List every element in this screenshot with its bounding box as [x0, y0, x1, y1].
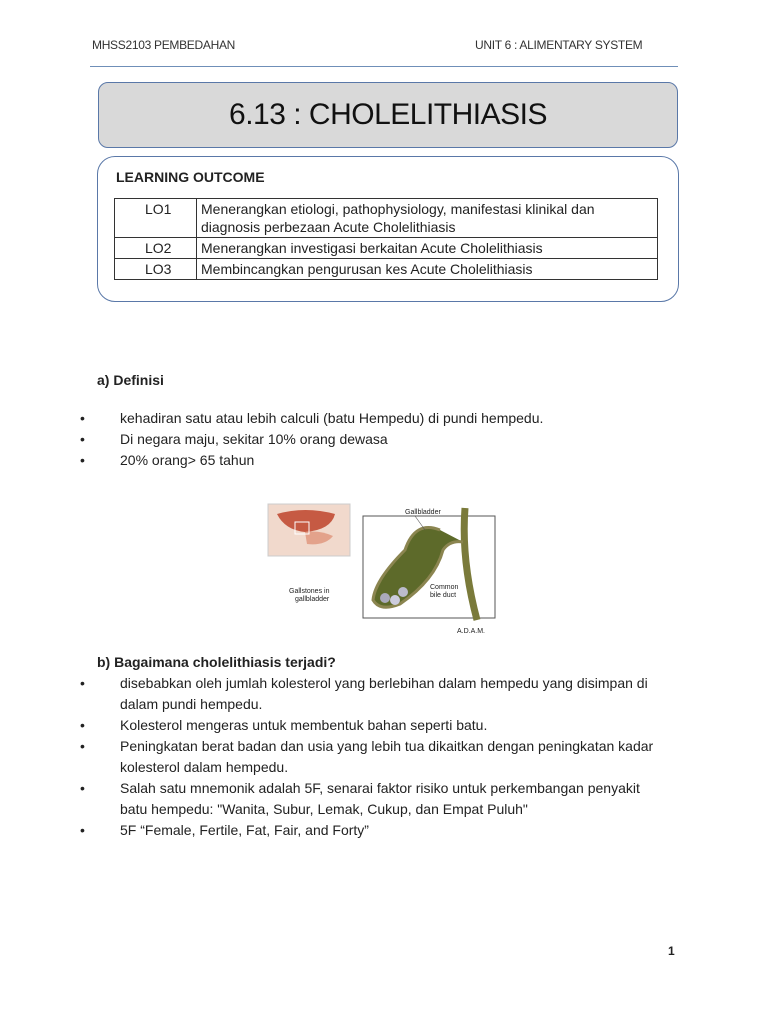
- lo-code: LO3: [115, 259, 197, 280]
- list-item: • Kolesterol mengeras untuk membentuk bahan seperti batu.: [97, 715, 657, 736]
- table-row: [115, 199, 658, 238]
- header-divider: [90, 66, 678, 67]
- list-item: • 5F “Female, Fertile, Fat, Fair, and Forty”: [97, 820, 657, 841]
- lo-text: Membincangkan pengurusan kes Acute Cholelithiasis: [197, 259, 658, 280]
- learning-outcome-heading: LEARNING OUTCOME: [116, 169, 265, 185]
- lo-code: LO1: [115, 199, 197, 238]
- lo-code: LO2: [115, 238, 197, 259]
- section-a-list: [97, 408, 657, 471]
- page-number: 1: [668, 944, 675, 958]
- header-course: MHSS2103 PEMBEDAHAN: [92, 38, 236, 52]
- label-gallstones: gallbladder: [295, 596, 330, 603]
- page-title: 6.13 : CHOLELITHIASIS: [98, 82, 678, 148]
- list-item: • disebabkan oleh jumlah kolesterol yang berlebihan dalam hempedu yang disimpan di dalam pundi hempedu.: [97, 673, 657, 715]
- learning-outcome-box: [97, 156, 679, 302]
- table-row: [115, 238, 658, 259]
- lo-text: Menerangkan investigasi berkaitan Acute Cholelithiasis: [197, 238, 658, 259]
- label-bile-duct: Common: [430, 584, 459, 591]
- label-gallstones: Gallstones in: [289, 588, 330, 595]
- lo-text: Menerangkan etiologi, pathophysiology, manifestasi klinikal dan diagnosis perbezaan Acute Cholelithiasis: [197, 199, 658, 238]
- header-unit: UNIT 6 : ALIMENTARY SYSTEM: [475, 38, 643, 52]
- label-bile-duct: bile duct: [430, 592, 457, 599]
- learning-outcome-table: [114, 198, 658, 280]
- adam-logo: A.D.A.M.: [457, 628, 486, 635]
- list-item: • 20% orang> 65 tahun: [97, 450, 657, 471]
- section-b-list: [97, 673, 657, 841]
- label-gallbladder: Gallbladder: [405, 509, 441, 516]
- list-item: • Di negara maju, sekitar 10% orang dewasa: [97, 429, 657, 450]
- section-b-heading: b) Bagaimana cholelithiasis terjadi?: [97, 654, 336, 670]
- list-item: • Salah satu mnemonik adalah 5F, senarai faktor risiko untuk perkembangan penyakit batu hempedu: "Wanita, Subur, Lemak, Cukup, dan Empat Puluh": [97, 778, 657, 820]
- list-item: • Peningkatan berat badan dan usia yang lebih tua dikaitkan dengan peningkatan kadar kolesterol dalam hempedu.: [97, 736, 657, 778]
- gallbladder-illustration: [265, 500, 510, 640]
- section-a-heading: a) Definisi: [97, 372, 164, 388]
- table-row: [115, 259, 658, 280]
- list-item: • kehadiran satu atau lebih calculi (batu Hempedu) di pundi hempedu.: [97, 408, 657, 429]
